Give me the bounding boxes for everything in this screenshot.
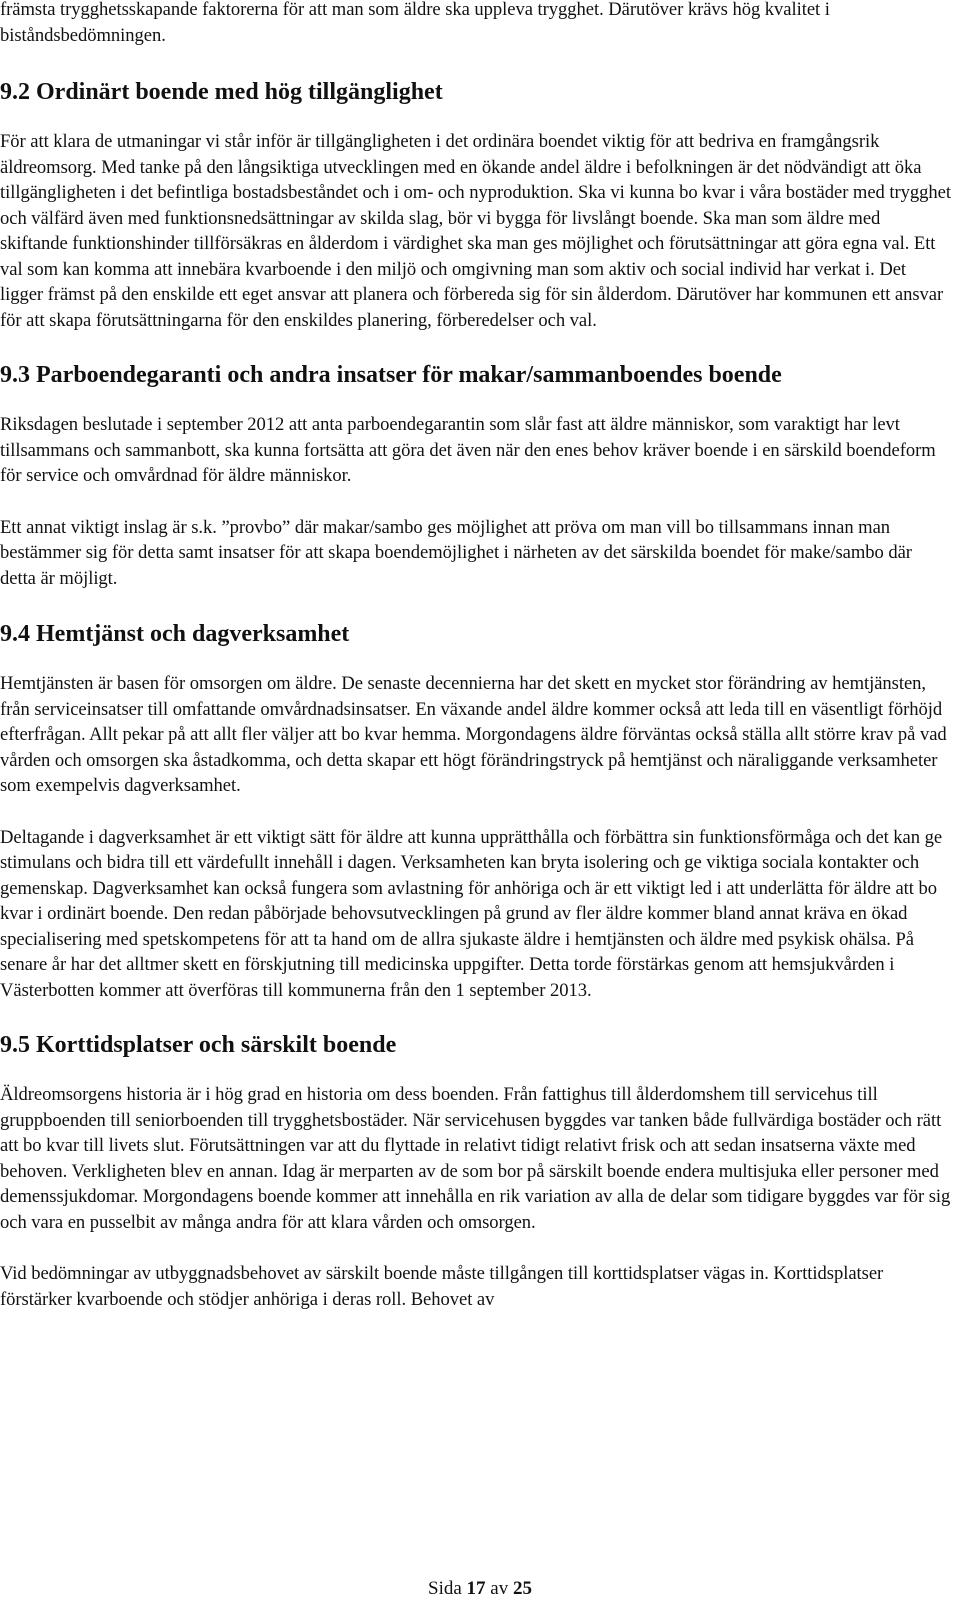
section-9-4-paragraph-1: Hemtjänsten är basen för omsorgen om äldre. De senaste decennierna har det skett en mycket stor förändring av hemtjänsten, från serviceinsatser till omfattande omvårdnadsinsatser. En växande andel äldre kommer också att leda till en väsentligt förhöjd efterfrågan. Allt pekar på att allt fler väljer att bo kvar hemma. Morgondagens äldre förväntas också ställa allt större krav på vad vården och omsorgen ska åstadkomma, och detta skapar ett högt förändringstryck på hemtjänst och näraliggande verksamheter som exempelvis dagverksamhet. [0,673,947,796]
footer-av-label: av [490,1578,509,1599]
section-heading-9-2: 9.2 Ordinärt boende med hög tillgänglighet [0,79,443,105]
section-9-3-paragraph-1: Riksdagen beslutade i september 2012 att anta parboendegarantin som slår fast att äldre människor, som varaktigt har levt tillsammans och sammanbott, ska kunna fortsätta att göra det även när den enes behov kräver boende i en särskild boendeform för service och omvårdnad för äldre människor. [0,414,936,486]
section-9-5-paragraph-2: Vid bedömningar av utbyggnadsbehovet av särskilt boende måste tillgången till korttidsplatser vägas in. Korttidsplatser förstärker kvarboende och stödjer anhöriga i deras roll. Behovet av [0,1263,884,1310]
section-heading-9-3: 9.3 Parboendegaranti och andra insatser för makar/sammanboendes boende [0,362,782,388]
section-9-5-paragraph-1: Äldreomsorgens historia är i hög grad en historia om dess boenden. Från fattighus till ålderdomshem till servicehus till gruppboenden till seniorboenden till trygghetsbostäder. När servicehusen byggdes var tanken både fullvärdiga bostäder och rätt att bo kvar till livets slut. Förutsättningen var att du flyttade in relativt tidigt relativt frisk och att sedan insatserna växte med behoven. Verkligheten blev en annan. Idag är merparten av de som bor på särskilt boende endera multisjuka eller personer med demenssjukdomar. Morgondagens boende kommer att innehålla en rik variation av alla de delar som tidigare byggdes var för sig och vara en pusselbit av många andra för att klara vården och omsorgen. [0,1084,951,1233]
section-9-2-paragraph: För att klara de utmaningar vi står inför är tillgängligheten i det ordinära boendet viktig för att bedriva en framgångsrik äldreomsorg. Med tanke på den långsiktiga utvecklingen med en ökande andel äldre i befolkningen är det nödvändigt att öka tillgängligheten i det befintliga bostadsbeståndet och i om- och nyproduktion. Ska vi kunna bo kvar i våra bostäder med trygghet och välfärd även med funktionsnedsättningar av skilda slag, bör vi bygga för livslångt boende. Ska man som äldre med skiftande funktionshinder tillförsäkras en ålderdom i värdighet ska man ges möjlighet och förutsättningar att göra egna val. Ett val som kan komma att innebära kvarboende i den miljö och omgivning man som aktiv och social individ har verkat i. Det ligger främst på den enskilde ett eget ansvar att planera och förbereda sig för sin ålderdom. Därutöver har kommunen ett ansvar för att skapa förutsättningarna för den enskildes planering, förberedelser och val. [0,131,951,331]
section-9-3-paragraph-2: Ett annat viktigt inslag är s.k. ”provbo” där makar/sambo ges möjlighet att pröva om man vill bo tillsammans innan man bestämmer sig för detta samt insatser för att skapa boendemöjlighet i närheten av det särskilda boendet för make/sambo där detta är möjligt. [0,516,912,589]
footer-page-number: 17 [466,1578,486,1599]
footer-total-pages: 25 [512,1578,532,1599]
section-heading-9-5: 9.5 Korttidsplatser och särskilt boende [0,1032,397,1058]
footer-sida-label: Sida [428,1578,462,1599]
intro-paragraph: främsta trygghetsskapande faktorerna för att man som äldre ska uppleva trygghet. Därutöver krävs hög kvalitet i biståndsbedömningen. [0,0,830,46]
page-footer [0,1577,960,1601]
section-9-4-paragraph-2: Deltagande i dagverksamhet är ett viktigt sätt för äldre att kunna upprätthålla och förbättra sin funktionsförmåga och det kan ge stimulans och bidra till ett värdefullt innehåll i dagen. Verksamheten kan bryta isolering och ge viktiga sociala kontakter och gemenskap. Dagverksamhet kan också fungera som avlastning för anhöriga och är ett viktigt led i att underlätta för äldre att bo kvar i ordinärt boende. Den redan påbörjade behovsutvecklingen på grund av fler äldre kommer bland annat kräva en ökad specialisering med spetskompetens för att ta hand om de allra sjukaste äldre i hemtjänsten och äldre med psykisk ohälsa. På senare år har det alltmer skett en förskjutning till medicinska uppgifter. Detta torde förstärkas genom att hemsjukvården i Västerbotten kommer att överföras till kommunerna från den 1 september 2013. [0,826,943,1001]
section-heading-9-4: 9.4 Hemtjänst och dagverksamhet [0,621,350,647]
